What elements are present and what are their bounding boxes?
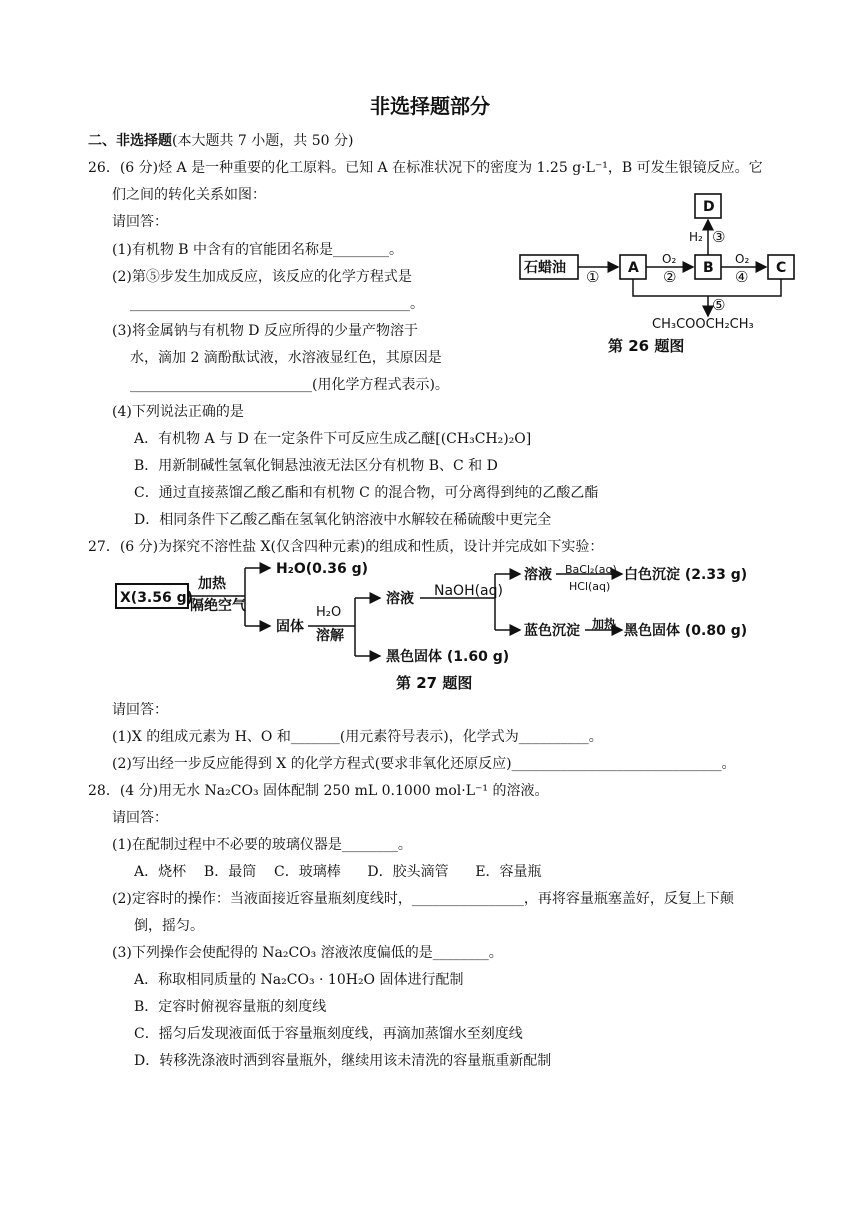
- heat-label-2: 加热: [592, 617, 617, 631]
- q26-stem-line1: 26．(6 分)烃 A 是一种重要的化工原料。已知 A 在标准状况下的密度为 1.25 g·L⁻¹，B 可发生银镜反应。它: [88, 160, 763, 176]
- q26-option-b: B．用新制碱性氢氧化铜悬浊液无法区分有机物 B、C 和 D: [134, 458, 498, 474]
- page-title: 非选择题部分: [370, 94, 490, 118]
- q26-option-a: A．有机物 A 与 D 在一定条件下可反应生成乙醚[(CH₃CH₂)₂O]: [134, 431, 532, 447]
- hcl-label: HCl(aq): [569, 580, 611, 593]
- q28-prompt: 请回答：: [112, 810, 168, 826]
- diagram-c-label: C: [776, 260, 787, 276]
- q28-option-b: B．定容时俯视容量瓶的刻度线: [134, 999, 327, 1015]
- step3-label: ③: [712, 228, 726, 246]
- o2-label-2: O₂: [735, 252, 750, 266]
- q28-stem: 28．(4 分)用无水 Na₂CO₃ 固体配制 250 mL 0.1000 mol·L⁻¹ 的溶液。: [88, 783, 549, 799]
- naoh-label: NaOH(aq): [434, 583, 503, 599]
- black-solid-1-label: 黑色固体 (1.60 g): [386, 649, 510, 665]
- q28-option-a: A．称取相同质量的 Na₂CO₃ · 10H₂O 固体进行配制: [134, 972, 464, 988]
- q28-part2-line2: 倒，摇匀。: [134, 918, 204, 934]
- q27-part2: (2)写出经一步反应能得到 X 的化学方程式(要求非氧化还原反应)______________________________。: [112, 756, 736, 772]
- q28-part1: (1)在配制过程中不必要的玻璃仪器是________。: [112, 837, 412, 853]
- white-precipitate-label: 白色沉淀 (2.33 g): [624, 567, 748, 583]
- no-air-label: 隔绝空气: [190, 598, 246, 614]
- heat-label-1: 加热: [198, 576, 226, 592]
- q26-part2-blank: ________________________________________。: [130, 296, 424, 312]
- step5-label: ⑤: [712, 296, 726, 314]
- section-heading: [88, 134, 353, 148]
- q26-figure-caption: 第 26 题图: [608, 337, 685, 355]
- q28-part1-options: A．烧杯 B．最筒 C．玻璃棒 D．胶头滴管 E．容量瓶: [134, 864, 542, 880]
- water-product-label: H₂O(0.36 g): [276, 561, 368, 577]
- q26-stem-line2: 们之间的转化关系如图：: [112, 187, 266, 203]
- q28-option-c: C．摇匀后发现液面低于容量瓶刻度线，再滴加蒸馏水至刻度线: [134, 1026, 523, 1042]
- q27-figure-caption: 第 27 题图: [396, 674, 473, 692]
- q27-prompt: 请回答：: [112, 702, 168, 718]
- q26-prompt: 请回答：: [112, 214, 168, 230]
- q27-part1: (1)X 的组成元素为 H、O 和_______(用元素符号表示)，化学式为__________。: [112, 729, 603, 745]
- diagram-b-label: B: [703, 260, 714, 276]
- step1-label: ①: [586, 268, 600, 286]
- q26-option-c: C．通过直接蒸馏乙酸乙酯和有机物 C 的混合物，可分离得到纯的乙酸乙酯: [134, 485, 599, 501]
- step2-label: ②: [663, 268, 677, 286]
- filtrate-label: 溶液: [524, 567, 552, 583]
- q26-part3-line1: (3)将金属钠与有机物 D 反应所得的少量产物溶于: [112, 323, 418, 339]
- q26-part4: (4)下列说法正确的是: [112, 404, 244, 420]
- q28-part2-line1: (2)定容时的操作：当液面接近容量瓶刻度线时，________________，再将容量瓶塞盖好，反复上下颠: [112, 891, 734, 907]
- q27-stem: 27．(6 分)为探究不溶性盐 X(仅含四种元素)的组成和性质，设计并完成如下实验：: [88, 539, 604, 555]
- diagram-a-label: A: [628, 260, 639, 276]
- q28-option-d: D．转移洗涤液时洒到容量瓶外，继续用该未清洗的容量瓶重新配制: [134, 1053, 552, 1069]
- dissolve-label: 溶解: [316, 628, 344, 644]
- q28-part3: (3)下列操作会使配得的 Na₂CO₃ 溶液浓度偏低的是________。: [112, 945, 503, 961]
- section-label: 二、非选择题: [88, 133, 172, 149]
- blue-precipitate-label: 蓝色沉淀: [524, 623, 580, 639]
- section-note: (本大题共 7 小题，共 50 分): [172, 133, 354, 149]
- q26-option-d: D．相同条件下乙酸乙酯在氢氧化钠溶液中水解较在稀硫酸中更完全: [134, 512, 552, 528]
- h2-label: H₂: [689, 230, 703, 244]
- q26-part3-line2: 水，滴加 2 滴酚酞试液，水溶液显红色，其原因是: [130, 350, 442, 366]
- solid-label: 固体: [276, 619, 304, 635]
- product-label: CH₃COOCH₂CH₃: [652, 317, 754, 332]
- o2-label-1: O₂: [662, 252, 677, 266]
- step4-label: ④: [735, 268, 749, 286]
- diagram-d-label: D: [703, 199, 715, 215]
- q26-part2-line1: (2)第⑤步发生加成反应，该反应的化学方程式是: [112, 269, 412, 285]
- black-solid-2-label: 黑色固体 (0.80 g): [624, 623, 748, 639]
- diagram-start-label: 石蜡油: [524, 260, 566, 276]
- solution-label: 溶液: [386, 591, 414, 607]
- x-sample-label: X(3.56 g): [120, 590, 194, 606]
- h2o-reagent-label: H₂O: [316, 605, 342, 620]
- q26-part3-line3: __________________________(用化学方程式表示)。: [130, 377, 449, 393]
- q26-part1: (1)有机物 B 中含有的官能团名称是________。: [112, 242, 404, 258]
- bacl2-label: BaCl₂(aq): [565, 563, 617, 576]
